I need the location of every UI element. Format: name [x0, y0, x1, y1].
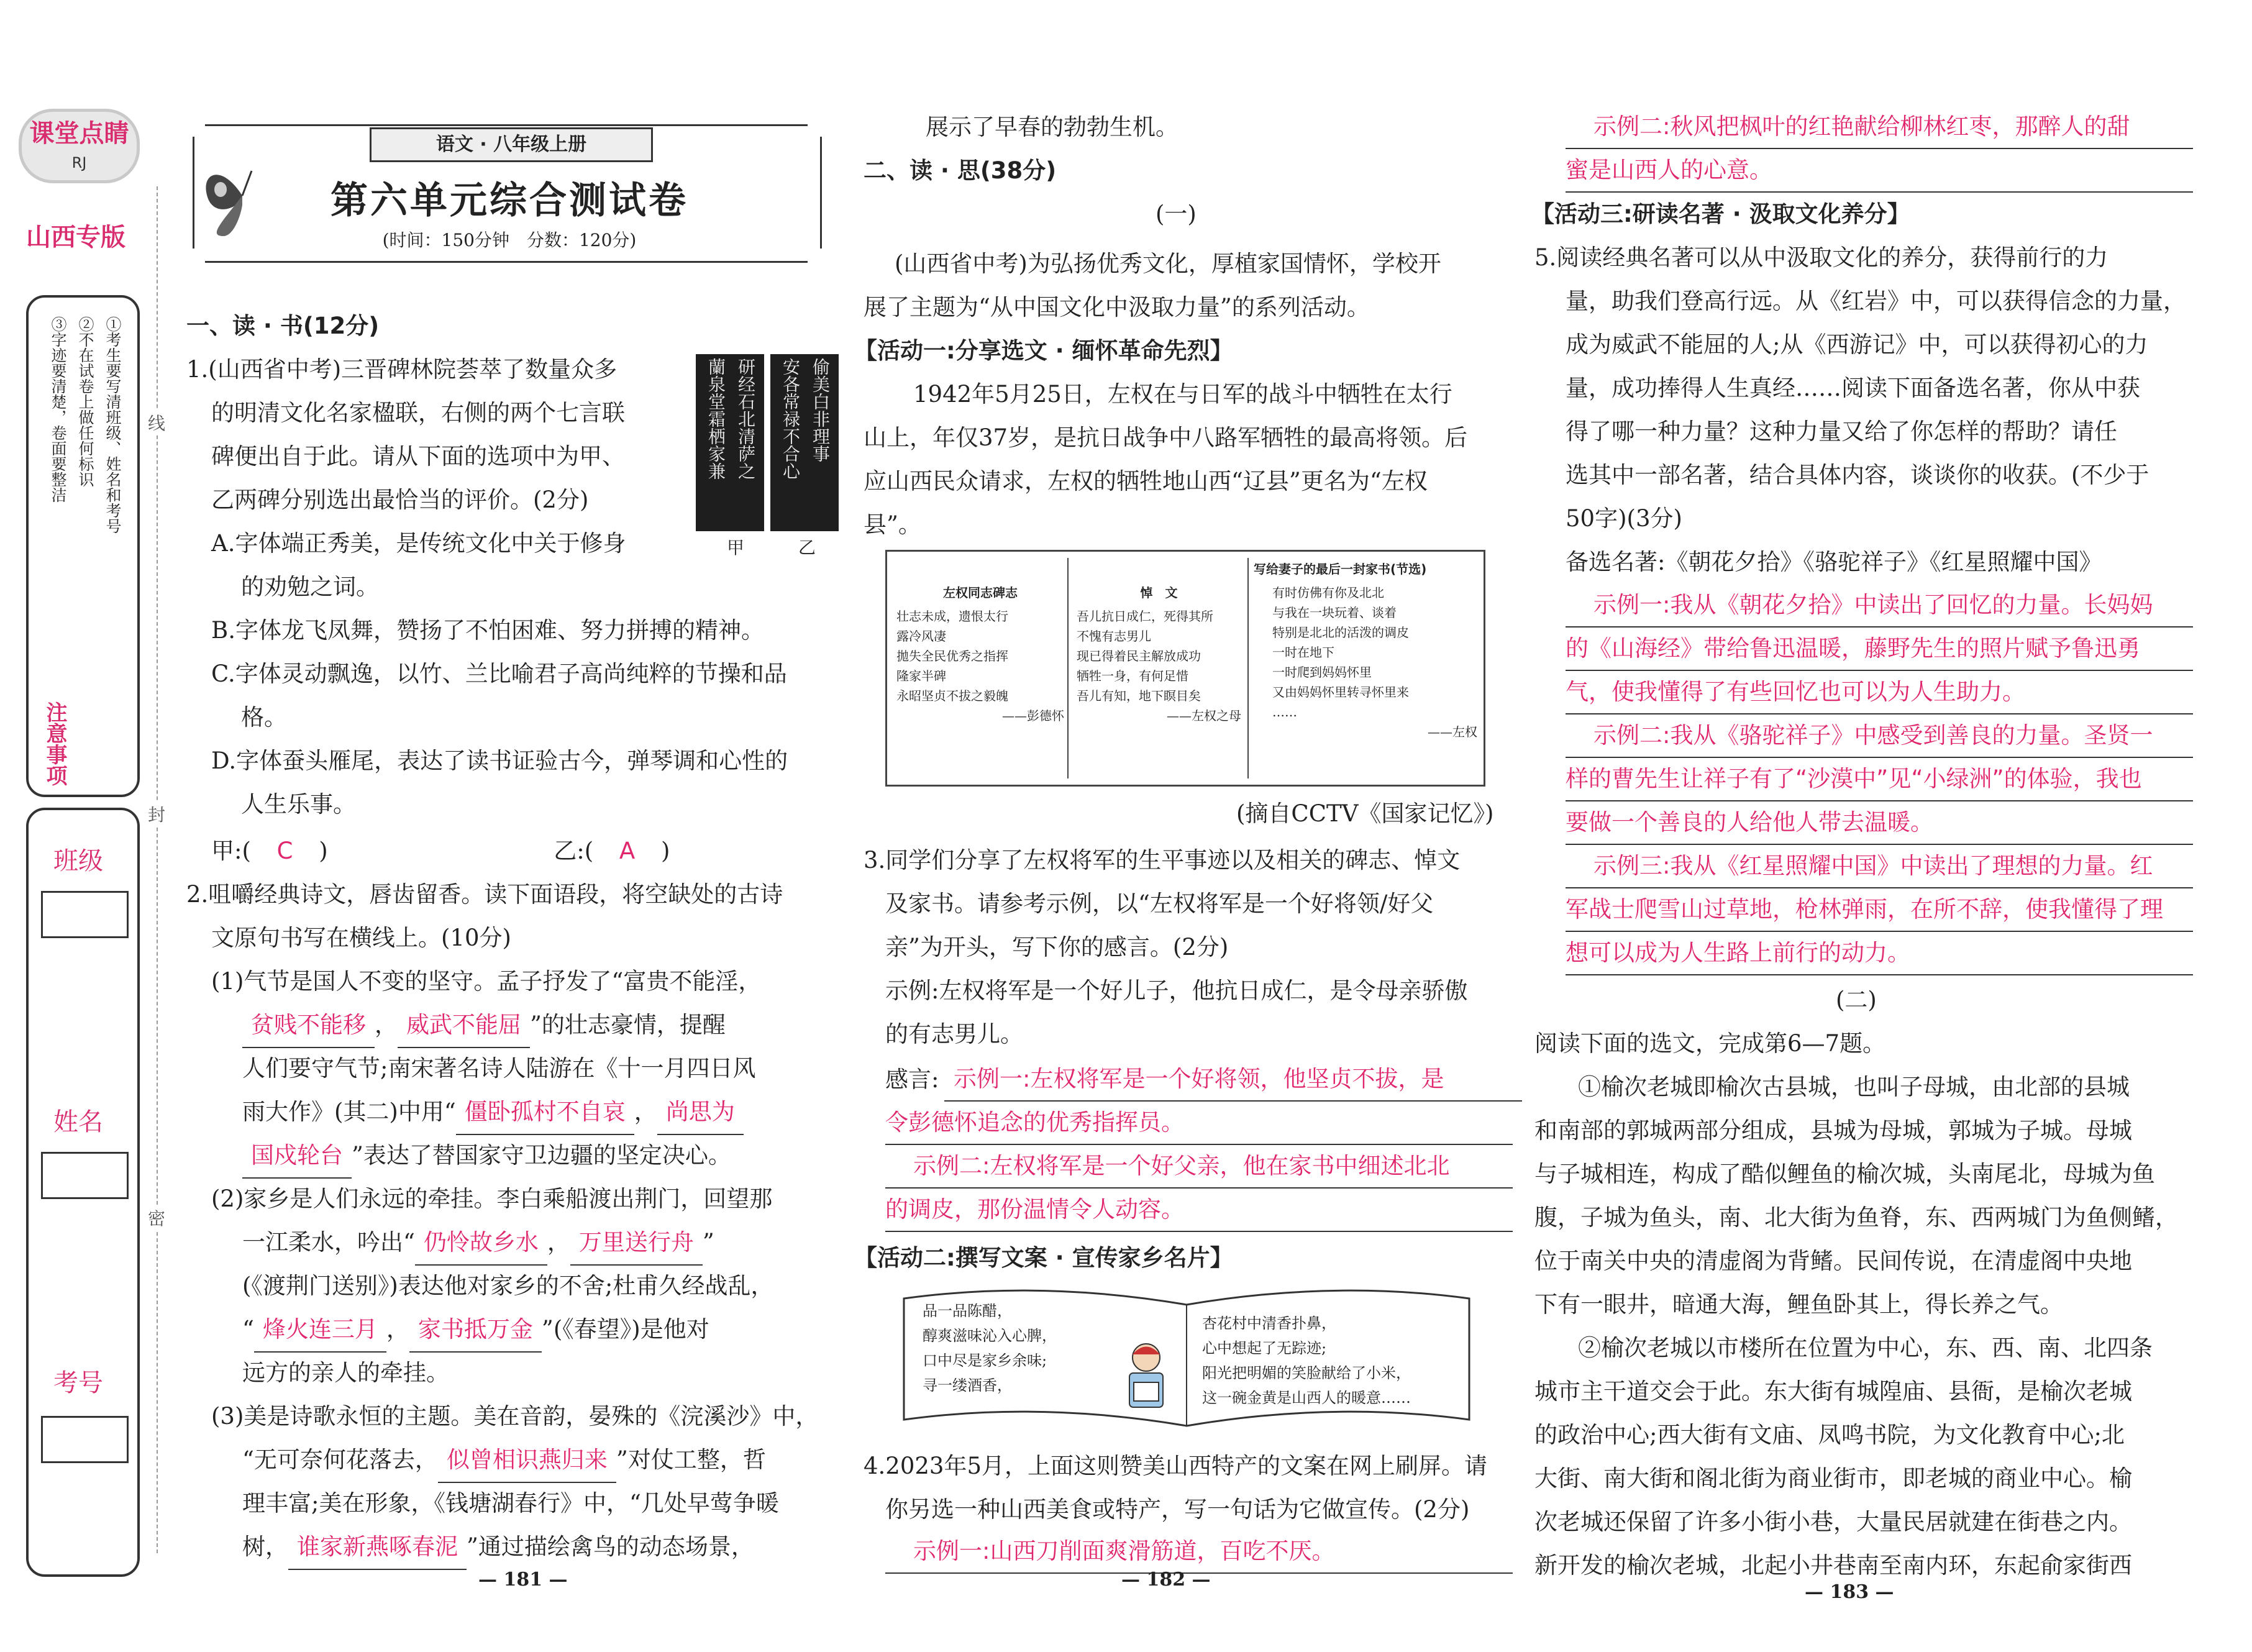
option-b: B.字体龙飞凤舞，赞扬了不怕困难、努力拼搏的精神。 — [211, 617, 764, 644]
page-title: 第六单元综合测试卷 — [331, 179, 688, 222]
p2-answer-4: 家书抵万金 — [409, 1308, 542, 1353]
example-line-2: 的有志男儿。 — [885, 1021, 1023, 1047]
activity-3-title: 【活动三:研读名著 · 汲取文化养分】 — [1531, 201, 1910, 227]
p3-answer-1: 似曾相识燕归来 — [438, 1438, 616, 1483]
letter-line-2: 与我在一块玩着、谈着 — [1272, 605, 1397, 620]
class-label: 班级 — [53, 847, 103, 875]
q5-ex2-line-1: 示例二:我从《骆驼祥子》中感受到善良的力量。圣贤一 — [1566, 714, 2193, 758]
stele-line-5: 永昭坚贞不拔之毅魄 — [896, 688, 1008, 703]
eulogy-line-4: 牺牲一身，有何足惜 — [1077, 669, 1188, 683]
book-right-text — [1202, 1311, 1411, 1410]
letter-line-3: 特别是北北的活泼的调皮 — [1272, 625, 1409, 640]
stele-line-4: 隆家半碑 — [896, 669, 946, 683]
para1-line-6: 下有一眼井，暗通大海，鲤鱼卧其上，得长养之气。 — [1534, 1291, 2063, 1318]
p1-line-2: 贫贱不能移 ， 威武不能屈 ”的壮志豪情，提醒 — [242, 1003, 726, 1048]
letter-line-8: ——左权 — [1428, 724, 1477, 739]
book-right-line-1: 杏花村中清香扑鼻， — [1202, 1315, 1336, 1332]
q4-line-2: 你另选一种山西美食或特产，写一句话为它做宣传。(2分) — [885, 1496, 1470, 1523]
stele-line-2: 露冷风凄 — [896, 629, 946, 644]
stele-inscription-title: 左权同志碑志 — [943, 585, 1018, 600]
q3-line-1: 3.同学们分享了左权将军的生平事迹以及相关的碑志、悼文 — [864, 847, 1461, 874]
jia-close: ) — [319, 837, 328, 864]
p3-line-3: 理丰富;美在形象，《钱塘湖春行》中，“几处早莺争暖 — [242, 1490, 779, 1517]
banner-frame-bottom — [205, 261, 808, 263]
butterfly-icon — [196, 149, 289, 242]
col2-continuation: 展示了早春的勃勃生机。 — [926, 114, 1178, 140]
para2-line-3: 的政治中心;西大街有文庙、凤鸣书院，为文化教育中心;北 — [1534, 1422, 2125, 1448]
section-2-title: 二、读 · 思(38分) — [864, 157, 1057, 184]
q1-line-1: 1.(山西省中考)三晋碑林院荟萃了数量众多 — [186, 356, 618, 383]
page-number-183: — 183 — — [1805, 1581, 1894, 1603]
yi-label: 乙:( — [554, 837, 594, 864]
para1-line-2: 和南部的郭城两部分组成，县城为母城，郭城为子城。母城 — [1534, 1117, 2132, 1144]
book-left-text — [923, 1298, 1057, 1398]
part-2-label: (二) — [1836, 987, 1877, 1013]
para1-line-5: 位于南关中央的清虚阁为背鳍。民间传说，在清虚阁中央地 — [1534, 1248, 2132, 1274]
book-right-line-2: 心中想起了无踪迹; — [1202, 1339, 1327, 1357]
seal-word-seal: 封 — [148, 801, 165, 826]
book-left-line-1: 品一品陈醋， — [923, 1302, 1012, 1320]
q2-line-1: 2.咀嚼经典诗文，唇齿留香。读下面语段，将空缺处的古诗 — [186, 881, 783, 908]
notice-title: 注意事项 — [42, 701, 67, 786]
activity-2-title: 【活动二:撰写文案 · 宣传家乡名片】 — [854, 1244, 1233, 1271]
letter-line-6: 又由妈妈怀里转寻怀里来 — [1272, 685, 1409, 700]
p3-line-4 — [242, 1525, 754, 1570]
p1-answer-5: 国戍轮台 — [242, 1134, 352, 1179]
banner-frame-top — [205, 124, 808, 126]
q3-line-3: 亲”为开头，写下你的感言。(2分) — [885, 934, 1229, 961]
family-letter-title: 写给妻子的最后一封家书(节选) — [1254, 562, 1427, 577]
p1-answer-1: 贫贱不能移 — [242, 1003, 375, 1048]
book-left-line-3: 口中尽是家乡余味; — [923, 1352, 1047, 1369]
p1-answer-4: 尚思为 — [657, 1090, 744, 1135]
q5-ex2-line-3: 要做一个善良的人给他人带去温暖。 — [1566, 801, 2193, 845]
page-181-value: 181 — [503, 1569, 543, 1590]
yi-answer: A — [619, 837, 636, 864]
p2-line-1: (2)家乡是人们永远的牵挂。李白乘船渡出荆门，回望那 — [211, 1185, 773, 1212]
feel-label: 感言: — [885, 1066, 939, 1093]
q4-answer-2-line-2: 蜜是山西人的心意。 — [1566, 149, 2193, 193]
source-credit: (摘自CCTV《国家记忆》) — [1236, 800, 1494, 827]
stele-jia-label: 甲 — [727, 537, 745, 558]
eulogy-line-1: 吾儿抗日成仁，死得其所 — [1077, 609, 1213, 624]
p2-line-4: “ 烽火连三月 ， 家书抵万金 ”(《春望》)是他对 — [242, 1308, 709, 1353]
p3-line-1: (3)美是诗歌永恒的主题。美在音韵，晏殊的《浣溪沙》中， — [211, 1403, 819, 1430]
eulogy — [1077, 583, 1241, 726]
name-label: 姓名 — [53, 1108, 103, 1136]
notice-items — [44, 316, 126, 701]
option-c-1: C.字体灵动飘逸，以竹、兰比喻君子高尚纯粹的节操和品 — [211, 660, 787, 687]
part-1-label: (一) — [1156, 201, 1197, 227]
reading-child-icon — [1118, 1339, 1174, 1413]
sidebar — [12, 106, 146, 1572]
seal-line — [157, 186, 158, 1553]
stele-yi — [770, 354, 839, 531]
banner-frame-left — [193, 137, 194, 249]
p1-answer-2: 威武不能屈 — [398, 1003, 530, 1048]
badge-text: 课堂点睛 — [29, 119, 129, 148]
q1-line-4: 乙两碑分别选出最恰当的评价。(2分) — [211, 486, 589, 513]
p2-line-3: (《渡荆门送别》)表达他对家乡的不舍;杜甫久经战乱， — [242, 1272, 774, 1299]
p2-quote-close: ” — [702, 1229, 714, 1256]
p2-answer-1: 仍怜故乡水 — [415, 1221, 547, 1266]
para2-line-1: ②榆次老城以市楼所在位置为中心，东、西、南、北四条 — [1578, 1335, 2153, 1361]
family-letter — [1254, 559, 1477, 742]
memorial-divider-2 — [1247, 558, 1249, 778]
p1-line-3: 人们要守气节;南宋著名诗人陆游在《十一月四日风 — [242, 1055, 756, 1082]
exam-meta: (时间：150分钟 分数：120分) — [382, 230, 637, 250]
stele-line-1: 壮志未成，遗恨太行 — [896, 609, 1008, 624]
para2-line-5: 次老城还保留了许多小街小巷，大量民居就建在街巷之内。 — [1534, 1508, 2132, 1535]
reading-intro: 阅读下面的选文，完成第6—7题。 — [1534, 1030, 1886, 1057]
eulogy-line-2: 不愧有志男儿 — [1077, 629, 1151, 644]
p1-line-1: (1)气节是国人不变的坚守。孟子抒发了“富贵不能淫， — [211, 968, 762, 995]
p3-text-4b: ”通过描绘禽鸟的动态场景， — [467, 1533, 754, 1560]
p1-line-5 — [242, 1134, 731, 1179]
p3-answer-2: 谁家新燕啄春泥 — [288, 1525, 467, 1570]
page-number-182: — 182 — — [1121, 1569, 1211, 1590]
p2-line-2: 一江柔水，吟出“ 仍怜故乡水 ， 万里送行舟 ” — [242, 1221, 714, 1266]
q5-line-2: 量，助我们登高行远。从《红岩》中，可以获得信念的力量， — [1566, 288, 2186, 314]
p2-line-5: 远方的亲人的牵挂。 — [242, 1359, 449, 1386]
id-label: 考号 — [53, 1369, 103, 1397]
p1-text-5: ”表达了替国家守卫边疆的坚定决心。 — [352, 1142, 731, 1169]
q5-ex2-line-2: 样的曹先生让祥子有了“沙漠中”见“小绿洲”的体验，我也 — [1566, 758, 2193, 801]
book-left-line-4: 寻一缕酒香， — [923, 1377, 1012, 1394]
q5-line-4: 量，成功捧得人生真经……阅读下面备选名著，你从中获 — [1566, 375, 2140, 401]
para1-line-3: 与子城相连，构成了酷似鲤鱼的榆次城，头南尾北，母城为鱼 — [1534, 1161, 2155, 1187]
name-field[interactable] — [41, 1152, 129, 1199]
p3-line-2 — [242, 1438, 766, 1483]
para2-line-4: 大街、南大街和阁北街为商业街市，即老城的商业中心。榆 — [1534, 1465, 2132, 1492]
p1-answer-3: 僵卧孤村不自哀 — [456, 1090, 634, 1135]
intro-line-2: 展了主题为“从中国文化中汲取力量”的系列活动。 — [864, 294, 1370, 321]
info-box — [26, 808, 140, 1577]
stele-line-3: 拋失全民优秀之指挥 — [896, 649, 1008, 664]
q5-line-1: 5.阅读经典名著可以从中汲取文化的养分，获得前行的力 — [1534, 244, 2108, 271]
option-a-2: 的劝勉之词。 — [241, 573, 379, 600]
option-d-1: D.字体蚕头雁尾，表达了读书证验古今，弹琴调和心性的 — [211, 747, 788, 774]
notice-box — [26, 295, 140, 797]
intro-line-1: (山西省中考)为弘扬优秀文化，厚植家国情怀，学校开 — [895, 250, 1441, 277]
q3-line-2: 及家书。请参考示例，以“左权将军是一个好将领/好父 — [885, 890, 1434, 917]
p3-text-2: “无可奈何花落去， — [242, 1446, 438, 1473]
story-line-1: 1942年5月25日，左权在与日军的战斗中牺牲在太行 — [913, 381, 1452, 408]
stele-jia-col-2: 蘭泉堂霜栖家兼 — [706, 358, 726, 480]
page-183-value: 183 — [1830, 1581, 1869, 1603]
notice-item-3: ③字迹要清楚，卷面要整洁 — [49, 316, 67, 503]
memorial-divider-1 — [1067, 558, 1069, 778]
q3-answer-2-line-1: 示例二:左权将军是一个好父亲，他在家书中细述北北 — [885, 1145, 1513, 1189]
stele-line-6: ——彭德怀 — [1002, 708, 1064, 723]
q1-line-3: 碑便出自于此。请从下面的选项中为甲、 — [211, 443, 625, 470]
story-line-2: 山上，年仅37岁，是抗日战争中八路军牺牲的最高将领。后 — [864, 424, 1468, 451]
open-book-ad — [898, 1280, 1475, 1429]
p1-text-2: ”的壮志豪情，提醒 — [530, 1011, 726, 1038]
q5-ex3-line-2: 军战士爬雪山过草地，枪林弹雨，在所不辞，使我懂得了理 — [1566, 888, 2193, 932]
letter-line-5: 一时爬到妈妈怀里 — [1272, 665, 1372, 680]
q5-ex1-line-2: 的《山海经》带给鲁迅温暖，藤野先生的照片赋予鲁迅勇 — [1566, 627, 2193, 671]
jia-answer: C — [276, 837, 293, 864]
q3-answer-2-line-2: 的调皮，那份温情令人动容。 — [885, 1189, 1513, 1232]
q4-line-1: 4.2023年5月，上面这则赞美山西特产的文案在网上刷屏。请 — [864, 1453, 1488, 1479]
q5-line-5: 得了哪一种力量？这种力量又给了你怎样的帮助？请任 — [1566, 418, 2117, 445]
q5-line-6: 选其中一部名著，结合具体内容，谈谈你的收获。(不少于 — [1566, 462, 2149, 488]
q4-answer-1: 示例一:山西刀削面爽滑筋道，百吃不厌。 — [885, 1530, 1513, 1574]
story-line-4: 县”。 — [864, 511, 921, 538]
memorial-panel — [885, 550, 1485, 787]
stele-yi-col-1: 偷美白非理事 — [810, 358, 831, 462]
notice-item-2: ②不在试卷上做任何标识 — [76, 316, 94, 487]
class-field[interactable] — [41, 891, 129, 938]
example-line-1: 示例:左权将军是一个好儿子，他抗日成仁，是令母亲骄傲 — [885, 977, 1468, 1004]
para2-line-6: 新开发的榆次老城，北起小井巷南至南内环，东起俞家街西 — [1534, 1552, 2132, 1579]
series-badge — [19, 109, 140, 183]
p3-text-4: 树， — [242, 1533, 288, 1560]
eulogy-line-5: 吾儿有知，地下瞑目矣 — [1077, 688, 1201, 703]
activity-1-title: 【活动一:分享选文 · 缅怀革命先烈】 — [854, 337, 1233, 364]
seal-word-line: 线 — [148, 410, 165, 435]
eulogy-line-3: 现已得着民主解放成功 — [1077, 649, 1201, 664]
q5-ex1-line-1: 示例一:我从《朝花夕拾》中读出了回忆的力量。长妈妈 — [1566, 584, 2193, 627]
option-c-2: 格。 — [241, 704, 287, 731]
stele-jia-col-1: 研经石北清萨之 — [736, 358, 756, 480]
subject-tag: 语文 · 八年级上册 — [370, 127, 653, 162]
q3-answer-1-line-2: 令彭德怀追念的优秀指挥员。 — [885, 1102, 1513, 1145]
q5-ex3-line-1: 示例三:我从《红星照耀中国》中读出了理想的力量。红 — [1566, 845, 2193, 888]
q3-answer-1-line-1: 示例一:左权将军是一个好将领，他坚贞不拔，是 — [944, 1058, 1522, 1102]
book-right-line-3: 阳光把明媚的笑脸献给了小米， — [1202, 1364, 1411, 1382]
jia-label: 甲:( — [211, 837, 251, 864]
notice-item-1: ①考生要写清班级、姓名和考号 — [104, 316, 122, 534]
story-line-3: 应山西民众请求，左权的牺牲地山西“辽县”更名为“左权 — [864, 468, 1428, 495]
para1-line-4: 腹，子城为鱼头，南、北大街为鱼脊，东、西两城门为鱼侧鳍， — [1534, 1204, 2178, 1231]
q5-ex1-line-3: 气，使我懂得了有些回忆也可以为人生助力。 — [1566, 671, 2193, 714]
stele-inscription — [896, 583, 1064, 726]
p2-text-2: 一江柔水，吟出“ — [242, 1229, 415, 1256]
letter-line-1: 有时仿佛有你及北北 — [1272, 585, 1384, 600]
candidate-books: 备选名著:《朝花夕拾》《骆驼祥子》《红星照耀中国》 — [1566, 549, 2102, 575]
option-d-2: 人生乐事。 — [241, 791, 356, 818]
yi-close: ) — [661, 837, 670, 864]
para2-line-2: 城市主干道交会于此。东大街有城隍庙、县衙，是榆次老城 — [1534, 1378, 2132, 1405]
q5-ex3-line-3: 想可以成为人生路上前行的动力。 — [1566, 932, 2193, 975]
badge-sub: RJ — [71, 154, 87, 171]
p2-answer-3: 烽火连三月 — [254, 1308, 386, 1353]
page-number-181: — 181 — — [478, 1569, 568, 1590]
option-a-1: A.字体端正秀美，是传统文化中关于修身 — [211, 530, 626, 557]
section-1-title: 一、读 · 书(12分) — [186, 313, 380, 339]
q4-answer-2-line-1: 示例二:秋风把枫叶的红艳献给柳林红枣，那醉人的甜 — [1566, 106, 2193, 149]
q2-line-2: 文原句书写在横线上。(10分) — [211, 924, 511, 951]
p2-text-4: ”(《春望》)是他对 — [541, 1316, 709, 1343]
id-field[interactable] — [41, 1416, 129, 1463]
stele-yi-col-2: 安各常禄不合心 — [780, 358, 801, 480]
book-left-line-2: 醇爽滋味沁入心脾， — [923, 1327, 1057, 1344]
letter-line-7: …… — [1272, 705, 1297, 719]
p3-text-2b: ”对仗工整，哲 — [616, 1446, 766, 1473]
letter-line-4: 一时在地下 — [1272, 645, 1334, 660]
banner-frame-right — [820, 137, 822, 249]
q5-line-7: 50字)(3分) — [1566, 505, 1682, 532]
eulogy-line-6: ——左权之母 — [1167, 708, 1241, 723]
answer-row-q1 — [211, 829, 670, 873]
seal-word-secret: 密 — [148, 1205, 165, 1230]
edition-label: 山西专版 — [26, 223, 125, 252]
page-182-value: 182 — [1146, 1569, 1186, 1590]
para1-line-1: ①榆次老城即榆次古县城，也叫子母城，由北部的县城 — [1578, 1074, 2130, 1100]
eulogy-title: 悼 文 — [1140, 585, 1178, 600]
stele-jia — [696, 354, 764, 531]
p2-answer-2: 万里送行舟 — [570, 1221, 703, 1266]
book-right-line-4: 这一碗金黄是山西人的暖意…… — [1202, 1389, 1411, 1407]
stele-yi-label: 乙 — [798, 537, 816, 558]
title-banner — [180, 112, 832, 280]
q1-line-2: 的明清文化名家楹联，右侧的两个七言联 — [211, 399, 625, 426]
p1-text-4: 雨大作》(其二)中用“ — [242, 1098, 456, 1125]
p1-line-4: 雨大作》(其二)中用“ 僵卧孤村不自哀 ， 尚思为 — [242, 1090, 744, 1135]
q5-line-3: 成为威武不能屈的人;从《西游记》中，可以获得初心的力 — [1566, 331, 2148, 358]
